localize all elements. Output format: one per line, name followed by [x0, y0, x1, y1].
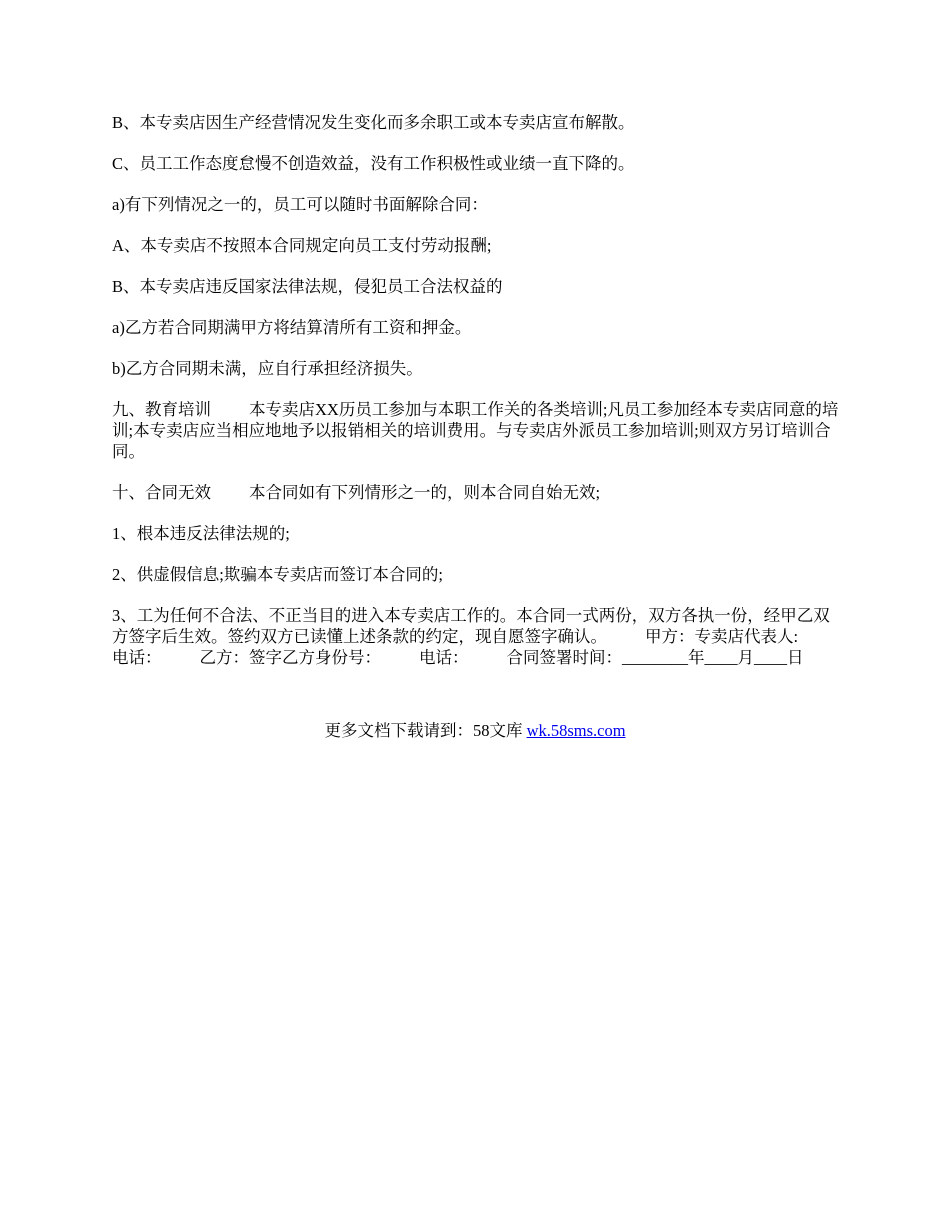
- section-training-body: 本专卖店XX历员工参加与本职工作关的各类培训;凡员工参加经本专卖店同意的培训;本专卖店应当相应地地予以报销相关的培训费用。与专卖店外派员工参加培训;则双方另订培训合同。: [112, 400, 839, 461]
- paragraph-b-loss: b)乙方合同期未满，应自行承担经济损失。: [112, 359, 423, 378]
- list-item-1: 1、根本违反法律法规的;: [112, 524, 290, 543]
- document-body: [112, 112, 840, 688]
- paragraph-c-attitude: C、员工工作态度怠慢不创造效益，没有工作积极性或业绩一直下降的。: [112, 154, 635, 173]
- section-invalid: [112, 482, 840, 503]
- paragraph-b-violation: B、本专卖店违反国家法律法规，侵犯员工合法权益的: [112, 277, 503, 296]
- section-training-heading: 九、教育培训: [112, 400, 211, 419]
- party-b-label: 乙方：签字乙方身份号：: [199, 648, 381, 667]
- phone-a-label: 电话：: [112, 648, 162, 667]
- paragraph-b-dissolution: B、本专卖店因生产经营情况发生变化而多余职工或本专卖店宣布解散。: [112, 113, 635, 132]
- phone-b-label: 电话：: [419, 648, 469, 667]
- footer: [0, 720, 950, 741]
- footer-text: 更多文档下载请到：58文库: [324, 721, 523, 740]
- paragraph-a-employee-terminate: a)有下列情况之一的，员工可以随时书面解除合同：: [112, 195, 488, 214]
- list-item-2: 2、供虚假信息;欺骗本专卖店而签订本合同的;: [112, 565, 443, 584]
- party-a-label: 甲方：专卖店代表人:: [645, 627, 799, 646]
- section-invalid-body: 本合同如有下列情形之一的，则本合同自始无效;: [249, 483, 601, 502]
- section-training: [112, 399, 840, 462]
- section-invalid-heading: 十、合同无效: [112, 483, 211, 502]
- paragraph-a-no-pay: A、本专卖店不按照本合同规定向员工支付劳动报酬;: [112, 236, 492, 255]
- item3-text: 3、工为任何不合法、不正当目的进入本专卖店工作的。本合同一式两份，双方各执一份，经甲乙双方签字后生效。签约双方已读懂上述条款的约定，现自愿签字确认。: [112, 606, 830, 646]
- footer-link[interactable]: wk.58sms.com: [526, 721, 626, 740]
- list-item-3-signature: [112, 605, 840, 668]
- sign-time-label: 合同签署时间：________年____月____日: [506, 648, 804, 667]
- paragraph-a-settlement: a)乙方若合同期满甲方将结算清所有工资和押金。: [112, 318, 472, 337]
